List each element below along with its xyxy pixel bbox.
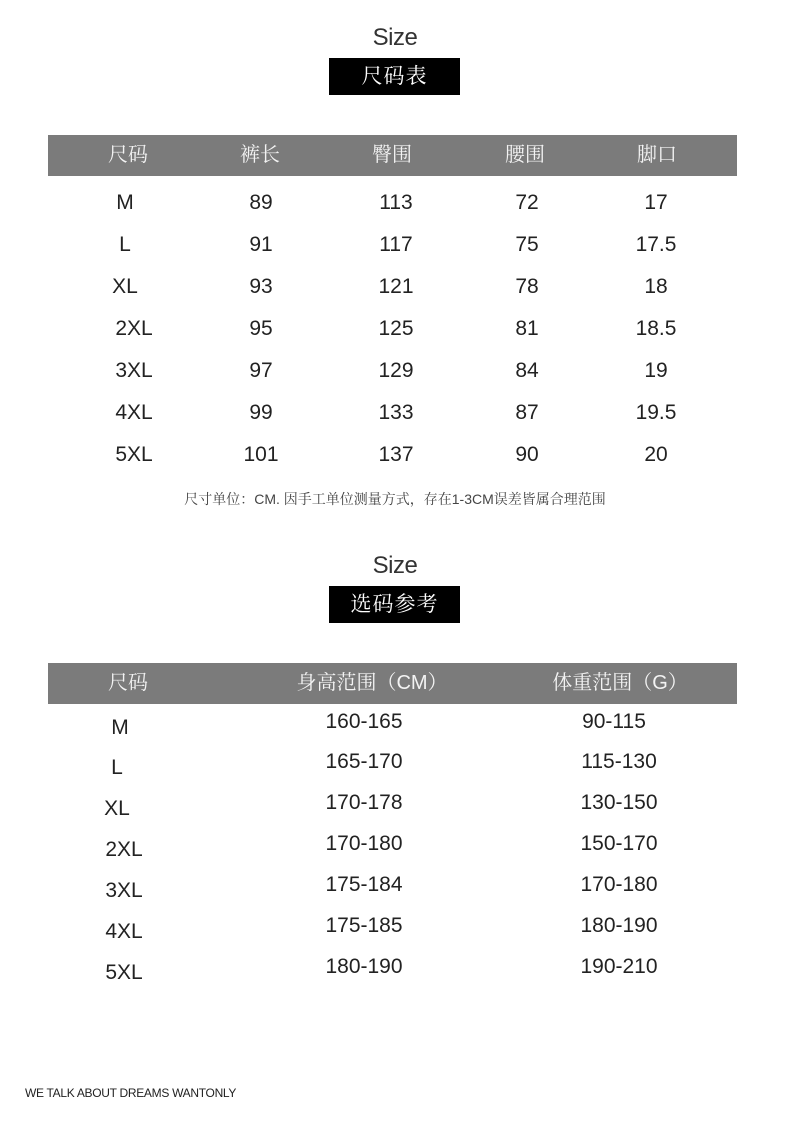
cell-hip: 113 <box>379 191 413 214</box>
cell-weight-range: 190-210 <box>580 955 658 978</box>
table-row <box>48 392 737 434</box>
cell-height-range: 170-180 <box>325 832 403 855</box>
cell-pants-length: 91 <box>249 233 273 256</box>
cell-height-range: 165-170 <box>325 750 403 773</box>
cell-height-range: 175-184 <box>325 873 403 896</box>
cell-size: L <box>111 756 123 779</box>
footer-slogan: WE TALK ABOUT DREAMS WANTONLY <box>25 1086 237 1100</box>
cell-leg-opening: 18 <box>644 275 668 298</box>
table-row <box>48 705 737 746</box>
measurement-note: 尺寸单位：CM. 因手工单位测量方式，存在1-3CM误差皆属合理范围 <box>184 491 606 507</box>
cell-pants-length: 99 <box>249 401 273 424</box>
header-hip: 臀围 <box>372 144 412 166</box>
table-row <box>48 745 737 786</box>
cell-size: 5XL <box>115 443 153 466</box>
cell-weight-range: 130-150 <box>580 791 658 814</box>
cell-waist: 90 <box>515 443 539 466</box>
header-size: 尺码 <box>108 144 148 166</box>
table-row <box>48 224 737 266</box>
cell-weight-range: 90-115 <box>582 710 646 733</box>
table-row <box>48 350 737 392</box>
cell-waist: 72 <box>515 191 539 214</box>
cell-size: XL <box>104 797 130 820</box>
cell-hip: 117 <box>379 233 413 256</box>
cell-size: 2XL <box>105 838 143 861</box>
size-reference-label: 选码参考 <box>329 586 460 623</box>
cell-height-range: 170-178 <box>325 791 403 814</box>
cell-size: 4XL <box>105 920 143 943</box>
cell-height-range: 160-165 <box>325 710 403 733</box>
cell-size: 4XL <box>115 401 153 424</box>
cell-hip: 125 <box>378 317 414 340</box>
cell-waist: 84 <box>515 359 539 382</box>
header-waist: 腰围 <box>505 144 545 166</box>
cell-pants-length: 101 <box>243 443 279 466</box>
cell-pants-length: 89 <box>249 191 273 214</box>
cell-leg-opening: 18.5 <box>635 317 677 340</box>
cell-size: L <box>119 233 131 256</box>
table-row <box>48 950 737 991</box>
size-chart-table <box>48 135 737 476</box>
cell-pants-length: 93 <box>249 275 273 298</box>
table-row <box>48 308 737 350</box>
table-row <box>48 182 737 224</box>
cell-size: 3XL <box>105 879 143 902</box>
cell-size: 5XL <box>105 961 143 984</box>
cell-hip: 133 <box>378 401 414 424</box>
size-chart-label: 尺码表 <box>329 58 460 95</box>
cell-weight-range: 180-190 <box>580 914 658 937</box>
cell-leg-opening: 17 <box>644 191 668 214</box>
cell-leg-opening: 19.5 <box>635 401 677 424</box>
cell-size: M <box>111 716 129 739</box>
cell-height-range: 180-190 <box>325 955 403 978</box>
size-title-2: Size <box>372 552 418 579</box>
table-row <box>48 434 737 476</box>
cell-size: 3XL <box>115 359 153 382</box>
table-row <box>48 786 737 827</box>
size-title-1: Size <box>372 24 418 51</box>
cell-pants-length: 95 <box>249 317 273 340</box>
cell-height-range: 175-185 <box>325 914 403 937</box>
table-row <box>48 868 737 909</box>
header-height-range: 身高范围（CM） <box>296 672 448 694</box>
header-weight-range: 体重范围（G） <box>552 672 688 694</box>
table-row <box>48 909 737 950</box>
table-row <box>48 827 737 868</box>
cell-pants-length: 97 <box>249 359 273 382</box>
header-leg-opening: 脚口 <box>637 144 677 166</box>
cell-hip: 129 <box>378 359 414 382</box>
cell-weight-range: 170-180 <box>580 873 658 896</box>
cell-hip: 137 <box>378 443 414 466</box>
cell-size: 2XL <box>115 317 153 340</box>
cell-weight-range: 115-130 <box>581 750 657 773</box>
cell-waist: 87 <box>515 401 539 424</box>
cell-leg-opening: 20 <box>644 443 668 466</box>
cell-leg-opening: 17.5 <box>635 233 677 256</box>
size-reference-table <box>48 663 737 991</box>
cell-waist: 75 <box>515 233 539 256</box>
cell-weight-range: 150-170 <box>580 832 658 855</box>
size-chart-header <box>48 135 737 176</box>
cell-size: M <box>116 191 134 214</box>
size-reference-header <box>48 663 737 704</box>
cell-waist: 81 <box>515 317 539 340</box>
cell-hip: 121 <box>378 275 414 298</box>
header-pants-length: 裤长 <box>240 144 280 166</box>
cell-waist: 78 <box>515 275 539 298</box>
cell-size: XL <box>112 275 138 298</box>
header-size: 尺码 <box>108 672 148 694</box>
cell-leg-opening: 19 <box>644 359 668 382</box>
table-row <box>48 266 737 308</box>
